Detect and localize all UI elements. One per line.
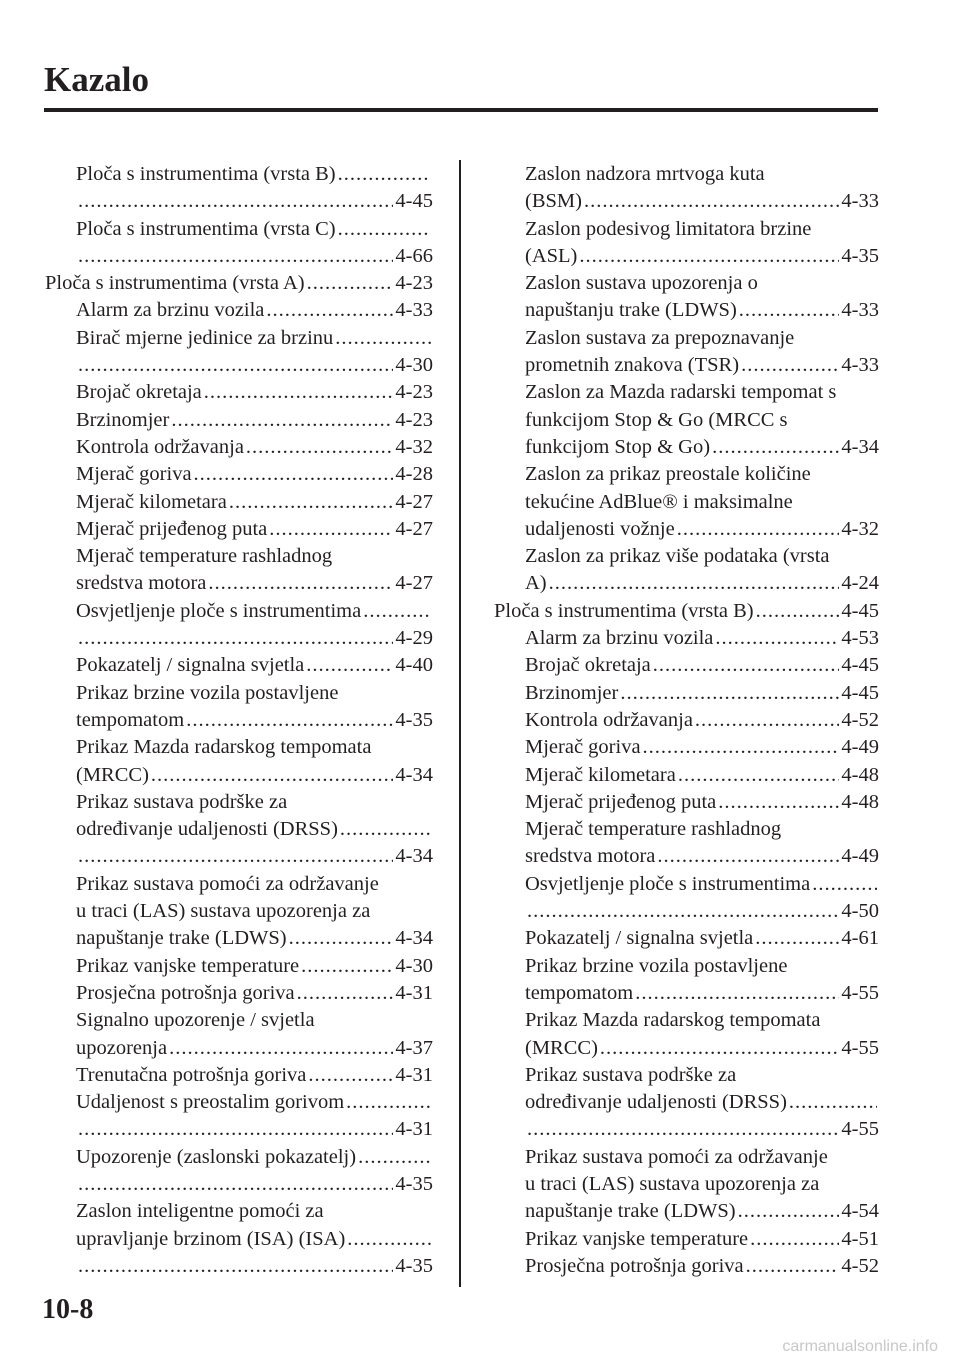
index-entry bbox=[494, 461, 879, 488]
index-entry-text: Prikaz Mazda radarskog tempomata bbox=[525, 1009, 821, 1032]
index-entry bbox=[494, 1171, 879, 1198]
index-entry bbox=[494, 1062, 879, 1089]
index-entry-text: Ploča s instrumentima (vrsta A) bbox=[45, 272, 305, 295]
index-entry-text: Kontrola održavanja bbox=[525, 708, 693, 731]
index-entry-text: Prikaz brzine vozila postavljene bbox=[76, 681, 339, 704]
index-entry bbox=[494, 898, 879, 925]
index-entry bbox=[45, 297, 433, 324]
index-entry bbox=[494, 925, 879, 952]
index-entry bbox=[494, 379, 879, 406]
index-entry-page: 4-33 bbox=[841, 190, 879, 213]
index-entry bbox=[494, 816, 879, 843]
index-entry-text: Trenutačna potrošnja goriva bbox=[76, 1063, 307, 1086]
index-entry-page: 4-32 bbox=[395, 435, 433, 458]
dot-leader bbox=[338, 216, 431, 243]
index-entry-text: Brojač okretaja bbox=[76, 381, 202, 404]
index-entry-text: Kontrola održavanja bbox=[76, 435, 244, 458]
index-entry bbox=[494, 1116, 879, 1143]
dot-leader bbox=[340, 816, 431, 843]
index-column-left bbox=[45, 161, 433, 1280]
dot-leader bbox=[678, 762, 840, 789]
index-entry-text: u traci (LAS) sustava upozorenja za bbox=[525, 1172, 820, 1195]
index-entry-page: 4-48 bbox=[841, 763, 879, 786]
dot-leader bbox=[741, 352, 839, 379]
index-entry-text: Osvjetljenje ploče s instrumentima bbox=[525, 872, 811, 895]
dot-leader bbox=[695, 707, 840, 734]
dot-leader bbox=[755, 925, 839, 952]
index-entry-page: 4-49 bbox=[841, 845, 879, 868]
index-entry bbox=[45, 707, 433, 734]
index-entry bbox=[45, 188, 433, 215]
index-entry-text: Mjerač goriva bbox=[76, 463, 192, 486]
index-entry bbox=[494, 625, 879, 652]
index-entry-page: 4-33 bbox=[841, 354, 879, 377]
title-rule bbox=[44, 108, 878, 112]
index-entry bbox=[494, 652, 879, 679]
index-entry-text: Brzinomjer bbox=[525, 681, 619, 704]
dot-leader bbox=[308, 1062, 393, 1089]
dot-leader bbox=[746, 1253, 840, 1280]
index-entry-text: sredstva motora bbox=[76, 572, 207, 595]
index-entry bbox=[494, 1198, 879, 1225]
index-entry bbox=[494, 270, 879, 297]
index-entry-text: Zaslon nadzora mrtvoga kuta bbox=[525, 163, 765, 185]
index-entry bbox=[494, 1035, 879, 1062]
dot-leader bbox=[78, 1116, 393, 1143]
index-entry-page: 4-27 bbox=[395, 517, 433, 540]
index-entry-text: Zaslon za prikaz preostale količine bbox=[525, 463, 811, 486]
index-entry bbox=[494, 762, 879, 789]
dot-leader bbox=[266, 297, 393, 324]
index-entry bbox=[45, 598, 433, 625]
index-entry-text: Zaslon podesivog limitatora brzine bbox=[525, 217, 812, 240]
index-entry-page: 4-27 bbox=[395, 490, 433, 513]
index-entry bbox=[494, 188, 879, 215]
index-entry bbox=[45, 1035, 433, 1062]
dot-leader bbox=[363, 598, 431, 625]
dot-leader bbox=[739, 297, 840, 324]
index-entry bbox=[45, 325, 433, 352]
dot-leader bbox=[715, 625, 839, 652]
index-entry-text: Upozorenje (zaslonski pokazatelj) bbox=[76, 1145, 357, 1168]
index-entry-page: 4-34 bbox=[395, 845, 433, 868]
dot-leader bbox=[635, 980, 839, 1007]
index-entry-page: 4-50 bbox=[841, 900, 879, 923]
index-entry-text: Signalno upozorenje / svjetla bbox=[76, 1009, 315, 1032]
dot-leader bbox=[335, 325, 431, 352]
dot-leader bbox=[812, 871, 877, 898]
index-entry-text: Pokazatelj / signalna svjetla bbox=[525, 927, 754, 950]
index-entry-text: (ASL) bbox=[525, 244, 578, 267]
index-entry bbox=[494, 680, 879, 707]
index-entry-page: 4-35 bbox=[841, 244, 879, 267]
index-entry bbox=[45, 489, 433, 516]
index-entry-page: 4-23 bbox=[395, 381, 433, 404]
index-entry bbox=[45, 461, 433, 488]
index-entry-text: Mjerač prijeđenog puta bbox=[525, 790, 717, 813]
index-entry bbox=[494, 980, 879, 1007]
index-entry bbox=[494, 325, 879, 352]
index-entry-page: 4-34 bbox=[841, 435, 879, 458]
index-entry bbox=[494, 1007, 879, 1034]
index-entry-text: Zaslon sustava za prepoznavanje bbox=[525, 326, 795, 349]
index-entry-text: (MRCC) bbox=[525, 1036, 598, 1059]
index-entry bbox=[45, 516, 433, 543]
dot-leader bbox=[358, 1144, 431, 1171]
index-entry-text: Mjerač goriva bbox=[525, 736, 641, 759]
dot-leader bbox=[204, 379, 394, 406]
index-entry bbox=[494, 843, 879, 870]
index-entry bbox=[45, 898, 433, 925]
index-entry-text: funkcijom Stop & Go) bbox=[525, 435, 711, 458]
index-entry-page: 4-34 bbox=[395, 763, 433, 786]
index-entry bbox=[45, 379, 433, 406]
index-entry bbox=[45, 216, 433, 243]
index-entry-text: Pokazatelj / signalna svjetla bbox=[76, 654, 305, 677]
index-entry bbox=[494, 1226, 879, 1253]
index-entry-text: Birač mjerne jedinice za brzinu bbox=[76, 326, 334, 349]
index-entry-page: 4-31 bbox=[395, 1063, 433, 1086]
index-entry bbox=[45, 1226, 433, 1253]
dot-leader bbox=[346, 1089, 431, 1116]
index-entry bbox=[494, 707, 879, 734]
index-entry-text: Osvjetljenje ploče s instrumentima bbox=[76, 599, 362, 622]
index-entry bbox=[494, 216, 879, 243]
dot-leader bbox=[527, 1116, 839, 1143]
index-entry-page: 4-27 bbox=[395, 572, 433, 595]
dot-leader bbox=[306, 652, 393, 679]
index-entry bbox=[45, 625, 433, 652]
index-entry-page: 4-32 bbox=[841, 517, 879, 540]
index-entry bbox=[494, 161, 879, 188]
index-entry-text: određivanje udaljenosti (DRSS) bbox=[525, 1091, 787, 1114]
dot-leader bbox=[579, 243, 839, 270]
index-entry-page: 4-53 bbox=[841, 627, 879, 650]
index-entry-page: 4-31 bbox=[395, 1118, 433, 1141]
index-entry-text: Prikaz Mazda radarskog tempomata bbox=[76, 736, 372, 759]
dot-leader bbox=[151, 762, 394, 789]
index-entry bbox=[494, 734, 879, 761]
index-entry-text: tempomatom bbox=[525, 981, 634, 1004]
dot-leader bbox=[307, 270, 394, 297]
index-entry bbox=[45, 543, 433, 570]
index-entry-text: Prikaz sustava pomoći za održavanje bbox=[76, 872, 379, 895]
dot-leader bbox=[78, 352, 393, 379]
index-entry bbox=[45, 1089, 433, 1116]
index-entry-text: tekućine AdBlue® i maksimalne bbox=[525, 490, 793, 513]
index-entry-page: 4-52 bbox=[841, 708, 879, 731]
index-entry-text: (MRCC) bbox=[76, 763, 149, 786]
index-entry bbox=[494, 489, 879, 516]
index-entry-text: Prikaz brzine vozila postavljene bbox=[525, 954, 788, 977]
index-entry-page: 4-52 bbox=[841, 1254, 879, 1277]
index-entry-page: 4-51 bbox=[841, 1227, 879, 1250]
index-entry-text: Alarm za brzinu vozila bbox=[525, 627, 714, 650]
dot-leader bbox=[549, 570, 840, 597]
dot-leader bbox=[750, 1226, 839, 1253]
index-entry-text: Prikaz vanjske temperature bbox=[76, 954, 300, 977]
index-entry-page: 4-45 bbox=[841, 599, 879, 622]
index-entry-page: 4-31 bbox=[395, 981, 433, 1004]
index-entry-text: Brzinomjer bbox=[76, 408, 170, 431]
dot-leader bbox=[643, 734, 840, 761]
index-entry-page: 4-24 bbox=[841, 572, 879, 595]
index-entry bbox=[45, 652, 433, 679]
index-entry-page: 4-30 bbox=[395, 954, 433, 977]
index-entry-text: upozorenja bbox=[76, 1036, 168, 1059]
index-entry-text: Prikaz sustava pomoći za održavanje bbox=[525, 1145, 828, 1168]
dot-leader bbox=[584, 188, 839, 215]
dot-leader bbox=[171, 407, 393, 434]
index-entry-page: 4-48 bbox=[841, 790, 879, 813]
index-entry bbox=[45, 953, 433, 980]
index-entry-text: Prikaz vanjske temperature bbox=[525, 1227, 749, 1250]
index-entry bbox=[494, 407, 879, 434]
dot-leader bbox=[208, 570, 393, 597]
index-entry bbox=[45, 734, 433, 761]
index-entry bbox=[45, 816, 433, 843]
index-entry-text: Prosječna potrošnja goriva bbox=[76, 981, 295, 1004]
column-divider bbox=[459, 160, 461, 1287]
index-entry-page: 4-45 bbox=[395, 190, 433, 213]
index-entry-page: 4-54 bbox=[841, 1200, 879, 1223]
index-entry-page: 4-23 bbox=[395, 272, 433, 295]
index-entry bbox=[45, 789, 433, 816]
watermark: carmanualsonline.info bbox=[782, 1338, 938, 1355]
dot-leader bbox=[169, 1035, 393, 1062]
index-entry bbox=[45, 1198, 433, 1225]
index-entry-text: Brojač okretaja bbox=[525, 654, 651, 677]
dot-leader bbox=[246, 434, 394, 461]
dot-leader bbox=[269, 516, 393, 543]
index-entry bbox=[45, 1062, 433, 1089]
dot-leader bbox=[229, 489, 394, 516]
index-entry-page: 4-35 bbox=[395, 1254, 433, 1277]
dot-leader bbox=[78, 625, 393, 652]
page-title: Kazalo bbox=[44, 60, 149, 99]
dot-leader bbox=[756, 598, 840, 625]
index-entry-page: 4-28 bbox=[395, 463, 433, 486]
index-entry-page: 4-55 bbox=[841, 1036, 879, 1059]
dot-leader bbox=[338, 161, 431, 188]
index-entry-text: Mjerač temperature rashladnog bbox=[525, 818, 782, 841]
index-entry-text: napuštanju trake (LDWS) bbox=[525, 299, 737, 322]
index-entry-text: Zaslon sustava upozorenja o bbox=[525, 272, 758, 295]
index-entry bbox=[45, 843, 433, 870]
index-entry-page: 4-45 bbox=[841, 654, 879, 677]
index-entry bbox=[45, 762, 433, 789]
index-entry bbox=[45, 1007, 433, 1034]
dot-leader bbox=[527, 898, 839, 925]
index-entry-page: 4-49 bbox=[841, 736, 879, 759]
index-entry bbox=[45, 680, 433, 707]
index-entry bbox=[494, 1253, 879, 1280]
index-entry-main bbox=[494, 598, 879, 625]
index-entry bbox=[494, 871, 879, 898]
dot-leader bbox=[194, 461, 394, 488]
index-entry bbox=[494, 243, 879, 270]
index-entry bbox=[494, 297, 879, 324]
index-entry-text: Ploča s instrumentima (vrsta B) bbox=[76, 163, 336, 185]
index-entry bbox=[45, 161, 433, 188]
index-entry-text: Ploča s instrumentima (vrsta C) bbox=[76, 217, 336, 240]
index-entry bbox=[494, 516, 879, 543]
index-entry-page: 4-61 bbox=[841, 927, 879, 950]
index-entry bbox=[45, 925, 433, 952]
index-entry-text: upravljanje brzinom (ISA) (ISA) bbox=[76, 1227, 346, 1250]
index-entry bbox=[45, 980, 433, 1007]
index-entry-text: funkcijom Stop & Go (MRCC s bbox=[525, 408, 788, 431]
dot-leader bbox=[78, 843, 393, 870]
index-entry bbox=[45, 570, 433, 597]
index-entry-text: Zaslon inteligentne pomoći za bbox=[76, 1200, 324, 1223]
dot-leader bbox=[301, 953, 393, 980]
index-entry-page: 4-34 bbox=[395, 927, 433, 950]
dot-leader bbox=[600, 1035, 840, 1062]
index-entry bbox=[494, 352, 879, 379]
index-entry bbox=[45, 1171, 433, 1198]
dot-leader bbox=[78, 188, 393, 215]
index-entry bbox=[494, 1144, 879, 1171]
index-entry-text: Mjerač temperature rashladnog bbox=[76, 545, 333, 568]
dot-leader bbox=[186, 707, 393, 734]
index-entry bbox=[494, 543, 879, 570]
index-entry-page: 4-35 bbox=[395, 708, 433, 731]
index-entry bbox=[45, 871, 433, 898]
index-entry-text: Mjerač kilometara bbox=[525, 763, 676, 786]
index-column-right bbox=[494, 161, 879, 1280]
index-entry-text: A) bbox=[525, 572, 547, 595]
index-entry-page: 4-66 bbox=[395, 244, 433, 267]
index-entry-text: Prosječna potrošnja goriva bbox=[525, 1254, 744, 1277]
index-entry bbox=[494, 1089, 879, 1116]
dot-leader bbox=[718, 789, 839, 816]
index-entry bbox=[494, 789, 879, 816]
index-entry bbox=[45, 1144, 433, 1171]
index-entry-page: 4-33 bbox=[841, 299, 879, 322]
index-entry bbox=[45, 1116, 433, 1143]
dot-leader bbox=[789, 1089, 877, 1116]
index-entry-page: 4-23 bbox=[395, 408, 433, 431]
index-entry-page: 4-55 bbox=[841, 1118, 879, 1141]
index-entry bbox=[494, 570, 879, 597]
dot-leader bbox=[289, 925, 394, 952]
index-entry-text: sredstva motora bbox=[525, 845, 656, 868]
index-entry-text: Prikaz sustava podrške za bbox=[76, 790, 288, 813]
dot-leader bbox=[657, 843, 839, 870]
index-entry-text: Udaljenost s preostalim gorivom bbox=[76, 1091, 345, 1114]
index-entry bbox=[45, 1253, 433, 1280]
index-entry-text: udaljenosti vožnje bbox=[525, 517, 675, 540]
index-entry bbox=[494, 953, 879, 980]
dot-leader bbox=[712, 434, 839, 461]
dot-leader bbox=[297, 980, 394, 1007]
dot-leader bbox=[78, 243, 393, 270]
index-entry bbox=[45, 243, 433, 270]
index-entry-page: 4-40 bbox=[395, 654, 433, 677]
index-entry-page: 4-45 bbox=[841, 681, 879, 704]
index-entry bbox=[45, 352, 433, 379]
index-entry bbox=[45, 434, 433, 461]
index-entry-page: 4-29 bbox=[395, 627, 433, 650]
index-entry-page: 4-55 bbox=[841, 981, 879, 1004]
index-entry-text: Ploča s instrumentima (vrsta B) bbox=[494, 599, 754, 622]
index-entry-text: prometnih znakova (TSR) bbox=[525, 354, 740, 377]
index-entry-text: Zaslon za Mazda radarski tempomat s bbox=[525, 381, 837, 404]
index-entry bbox=[494, 434, 879, 461]
index-entry-page: 4-35 bbox=[395, 1172, 433, 1195]
dot-leader bbox=[653, 652, 840, 679]
dot-leader bbox=[78, 1171, 393, 1198]
dot-leader bbox=[738, 1198, 840, 1225]
index-entry-text: Mjerač prijeđenog puta bbox=[76, 517, 268, 540]
dot-leader bbox=[620, 680, 839, 707]
dot-leader bbox=[347, 1226, 431, 1253]
index-entry-page: 4-30 bbox=[395, 354, 433, 377]
index-entry-text: Prikaz sustava podrške za bbox=[525, 1063, 737, 1086]
index-entry-text: (BSM) bbox=[525, 190, 582, 213]
index-entry-text: napuštanje trake (LDWS) bbox=[76, 927, 287, 950]
index-entry-text: napuštanje trake (LDWS) bbox=[525, 1200, 736, 1223]
index-entry-text: određivanje udaljenosti (DRSS) bbox=[76, 818, 338, 841]
index-entry-main bbox=[45, 270, 433, 297]
dot-leader bbox=[78, 1253, 393, 1280]
dot-leader bbox=[677, 516, 840, 543]
index-entry-text: tempomatom bbox=[76, 708, 185, 731]
index-entry-text: Alarm za brzinu vozila bbox=[76, 299, 265, 322]
page-number: 10-8 bbox=[42, 1294, 94, 1325]
index-entry bbox=[45, 407, 433, 434]
index-entry-text: Zaslon za prikaz više podataka (vrsta bbox=[525, 545, 830, 568]
index-entry-text: u traci (LAS) sustava upozorenja za bbox=[76, 900, 371, 923]
index-entry-text: Mjerač kilometara bbox=[76, 490, 227, 513]
index-entry-page: 4-33 bbox=[395, 299, 433, 322]
index-entry-page: 4-37 bbox=[395, 1036, 433, 1059]
